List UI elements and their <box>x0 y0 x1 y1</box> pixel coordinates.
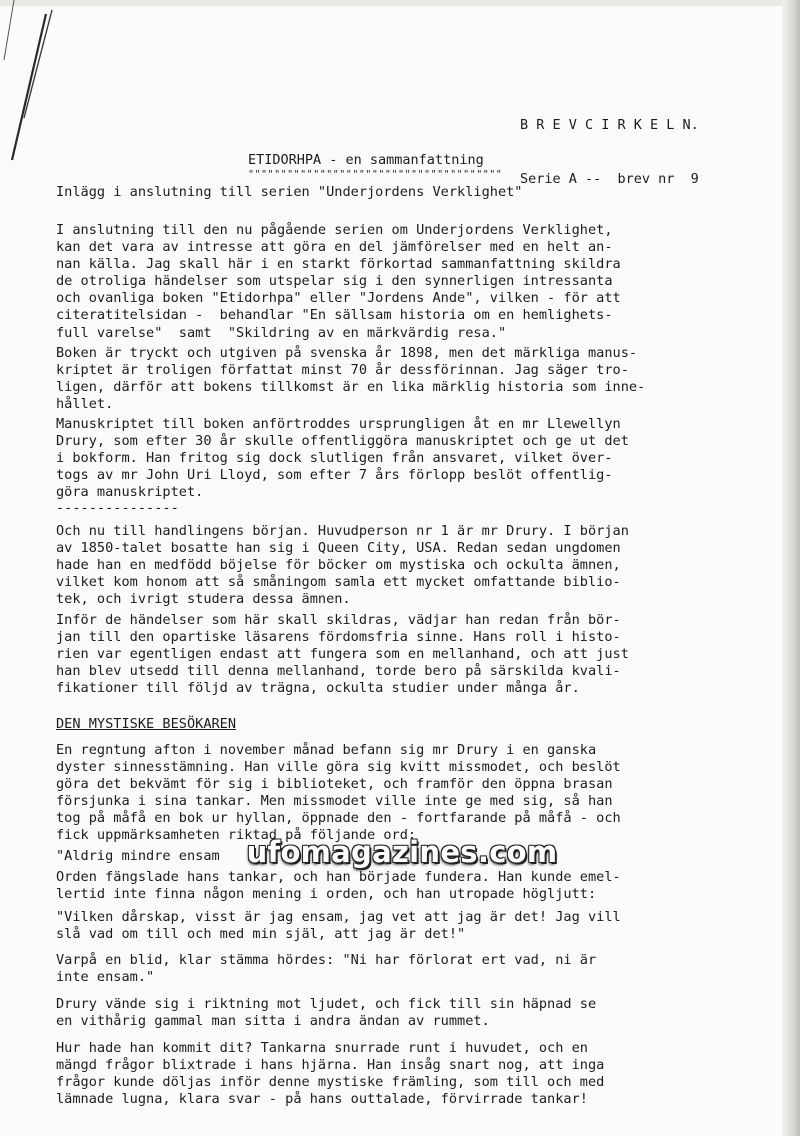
paragraph-intro: I anslutning till den nu pågående serien om Underjordens Verklighet, kan det vara av intresse att göra en del jämförelser med en helt an- nan källa. Jag skall här i en starkt förkortad sammanfattning skildra de otroliga händelser som utspelar sig i den synnerligen intressanta och ovanliga boken "Etidorhpa" eller "Jordens Ande", vilken - för att citeratitelsidan - behandlar "En sällsam historia om en hemlighets- full varelse" samt "Skildring av en märkvärdig resa." <box>56 222 621 341</box>
section-heading: DEN MYSTISKE BESÖKAREN <box>56 716 237 732</box>
document-title: ETIDORHPA - en sammanfattning <box>248 152 484 168</box>
paragraph-exclamation: "Vilken dårskap, visst är jag ensam, jag vet att jag är det! Jag vill slå vad om till och med min själ, att jag är det!" <box>56 909 621 943</box>
paragraph-manuscript: Manuskriptet till boken anförtroddes ursprungligen åt en mr Llewellyn Drury, som efter 30 år skulle offentliggöra manuskriptet och ge ut det i bokform. Han fritog sig dock slutligen från ansvaret, vilket över- togs av mr John Uri Lloyd, som efter 7 års förlopp beslöt offentlig- göra manuskriptet. <box>56 416 629 501</box>
scan-top-edge <box>0 0 800 6</box>
paragraph-quote: "Aldrig mindre ensam <box>56 848 220 864</box>
letter-header <box>520 80 750 224</box>
title-underline: """"""""""""""""""""""""""""""""""""""" <box>248 169 503 180</box>
paragraph-rainy-evening: En regntung afton i november månad befann sig mr Drury i en ganska dyster sinnesstämning. Han ville göra sig kvitt missmodet, och beslöt göra det bekvämt för sig i biblioteket, och framför den öppna brasan försjunka i sina tankar. Men missmodet ville inte ge med sig, så han tog på måfå en bok ur hyllan, öppnade den - fortfarande på måfå - och fick uppmärksamheten riktad på följande ord: <box>56 742 621 844</box>
paragraph-captivated: Orden fängslade hans tankar, och han började fundera. Han kunde emel- lertid inte finna någon mening i orden, och han utropade högljutt: <box>56 869 621 903</box>
watermark: ufomagazines.com <box>246 835 558 869</box>
paragraph-book-origin: Boken är tryckt och utgiven på svenska år 1898, men det märkliga manus- kriptet är troligen författat minst 70 år dessförinnan. Jag säger tro- ligen, därför att bokens tillkomst är en lika märklig historia som inne- hållet. <box>56 345 646 413</box>
section-separator: --------------- <box>56 500 179 516</box>
paragraph-stranger: Hur hade han kommit dit? Tankarna snurrade runt i huvudet, och en mängd frågor blixtrade i hans hjärna. Han insåg snart nog, att inga frågor kunde döljas inför denne mystiske främling, som till och med lämnade lugna, klara svar - på hans outtalade, förvirrade tankar! <box>56 1040 605 1108</box>
paragraph-plot-start: Och nu till handlingens början. Huvudperson nr 1 är mr Drury. I början av 1850-talet bosatte han sig i Queen City, USA. Redan sedan ungdomen hade han en medfödd böjelse för böcker om mystiska och ockulta ämnen, vilket kom honom att så småningom samla ett mycket omfattande biblio- tek, och ivrigt studera dessa ämnen. <box>56 523 629 608</box>
paragraph-voice: Varpå en blid, klar stämma hördes: "Ni har förlorat ert vad, ni är inte ensam." <box>56 952 597 986</box>
paragraph-intermediary: Inför de händelser som här skall skildras, vädjar han redan från bör- jan till den opartiske läsarens fördomsfria sinne. Hans roll i histo- rien var egentligen endast att fungera som en mellanhand, och att just han blev utsedd till denna mellanhand, torde bero på särskilda kvali- fikationer till följd av trägna, ockulta studier under många år. <box>56 612 629 697</box>
series-issue: Serie A -- brev nr 9 <box>520 171 699 187</box>
scan-scratch-marks <box>0 0 80 200</box>
paragraph-old-man: Drury vände sig i riktning mot ljudet, och fick till sin häpnad se en vithårig gammal man sitta i andra ändan av rummet. <box>56 996 597 1030</box>
series-name: B R E V C I R K E L N. <box>520 117 699 133</box>
subtitle: Inlägg i anslutning till serien "Underjordens Verklighet" <box>56 184 523 200</box>
scan-right-edge <box>782 0 800 1136</box>
